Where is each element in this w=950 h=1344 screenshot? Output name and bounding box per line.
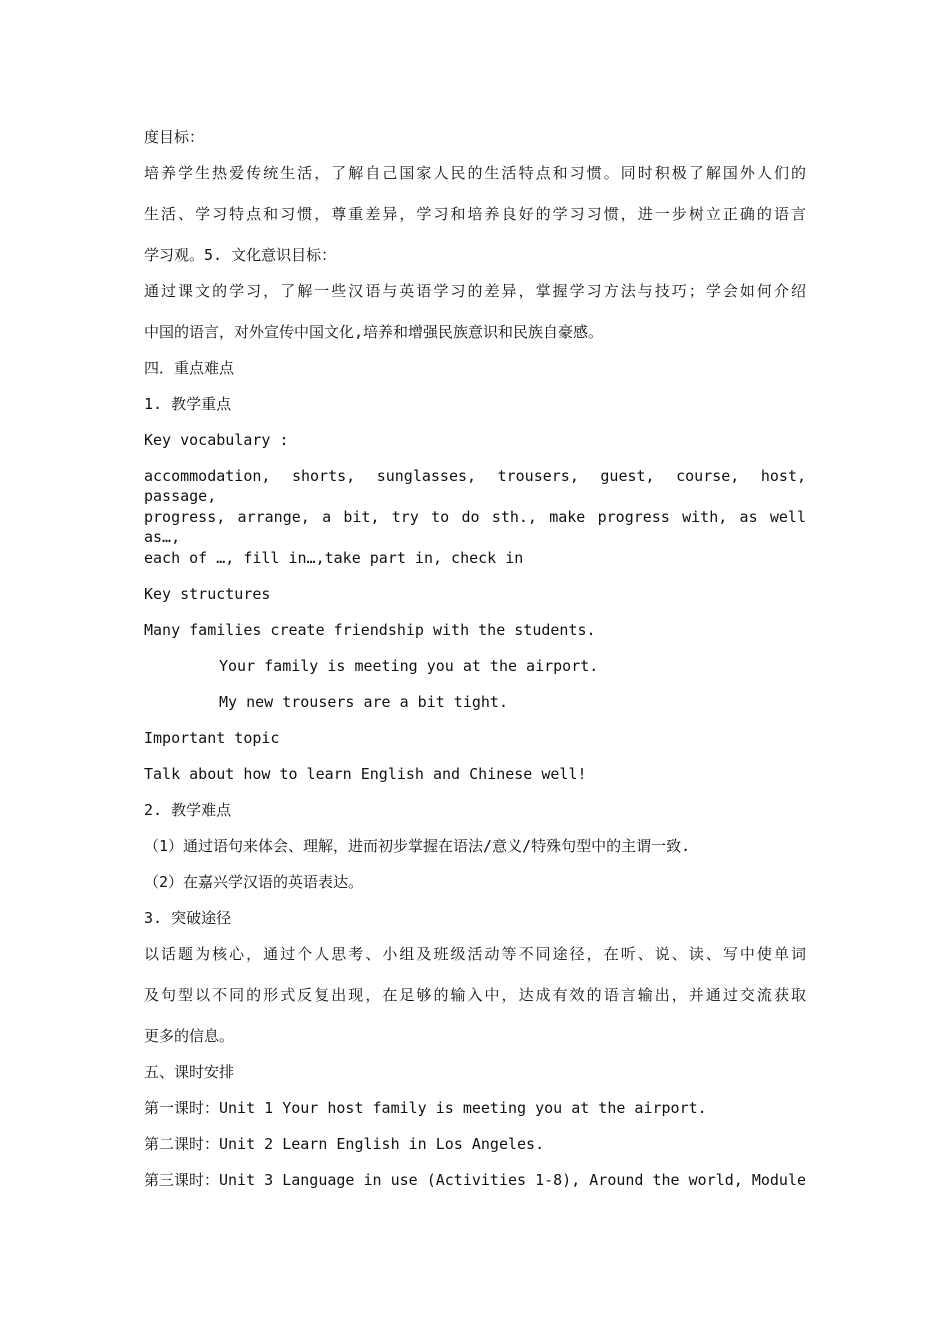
structure-line-1: Many families create friendship with the students.: [144, 621, 596, 639]
vocabulary-line-2: progress, arrange, a bit, try to do sth., make progress with, as well as…,: [144, 508, 806, 546]
subheading-1: 1. 教学重点: [144, 395, 232, 413]
difficulty-line-1: （1）通过语句来体会、理解，进而初步掌握在语法/意义/特殊句型中的主谓一致.: [144, 837, 691, 855]
text-line-3: 生活、学习特点和习惯，尊重差异，学习和培养良好的学习习惯，进一步树立正确的语言: [144, 205, 806, 223]
text-line-key-vocabulary: Key vocabulary :: [144, 431, 289, 449]
vocabulary-line-3: each of …, fill in…,take part in, check in: [144, 549, 524, 567]
structure-line-3: My new trousers are a bit tight.: [219, 693, 508, 711]
difficulty-line-2: （2）在嘉兴学汉语的英语表达。: [144, 873, 364, 891]
section-heading-4: 四．重点难点: [144, 359, 235, 377]
vocabulary-line-1: accommodation, shorts, sunglasses, trousers, guest, course, host, passage,: [144, 467, 806, 505]
subheading-2: 2. 教学难点: [144, 801, 232, 819]
approach-line-3: 更多的信息。: [144, 1027, 235, 1045]
text-line-key-structures: Key structures: [144, 585, 271, 603]
text-line-4: 学习观。5. 文化意识目标：: [144, 246, 337, 264]
topic-line: Talk about how to learn English and Chinese well!: [144, 765, 587, 783]
schedule-line-1: 第一课时：Unit 1 Your host family is meeting you at the airport.: [144, 1099, 707, 1117]
text-line-6: 中国的语言，对外宣传中国文化,培养和增强民族意识和民族自豪感。: [144, 323, 604, 341]
text-line-2: 培养学生热爱传统生活，了解自己国家人民的生活特点和习惯。同时积极了解国外人们的: [144, 164, 806, 182]
approach-line-2: 及句型以不同的形式反复出现，在足够的输入中，达成有效的语言输出，并通过交流获取: [144, 986, 806, 1004]
text-line-important-topic: Important topic: [144, 729, 280, 747]
text-line-1: 度目标：: [144, 128, 205, 146]
approach-line-1: 以话题为核心，通过个人思考、小组及班级活动等不同途径，在听、说、读、写中使单词: [144, 945, 806, 963]
text-line-5: 通过课文的学习，了解一些汉语与英语学习的差异，掌握学习方法与技巧；学会如何介绍: [144, 282, 806, 300]
structure-line-2: Your family is meeting you at the airport.: [219, 657, 599, 675]
schedule-line-2: 第二课时：Unit 2 Learn English in Los Angeles.: [144, 1135, 545, 1153]
schedule-line-3: 第三课时：Unit 3 Language in use (Activities 1-8), Around the world, Module: [144, 1171, 807, 1189]
subheading-3: 3. 突破途径: [144, 909, 232, 927]
section-heading-5: 五、课时安排: [144, 1063, 235, 1081]
